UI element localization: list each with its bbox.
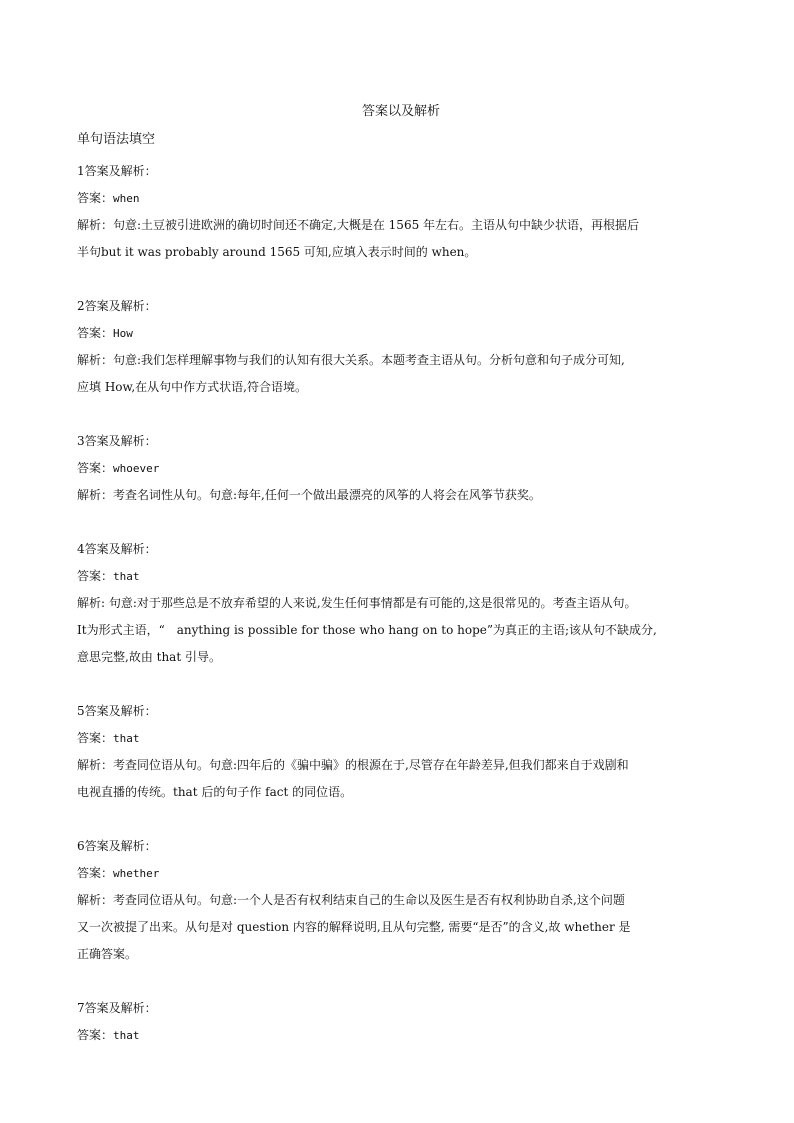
- answer-label: 答案：: [77, 1028, 114, 1042]
- answer-value: whether: [113, 867, 160, 880]
- item-heading: 6答案及解析：: [77, 839, 157, 853]
- analysis-line: It为形式主语，“ anything is possible for those who hang on to hope”为真正的主语;该从句不缺成分,: [77, 623, 657, 637]
- answer-value: How: [113, 327, 133, 340]
- item-heading: 2答案及解析：: [77, 299, 157, 313]
- analysis-line: 正确答案。: [77, 947, 138, 961]
- answer-line: [77, 1022, 729, 1049]
- answer-label: 答案：: [77, 326, 114, 340]
- analysis-line: 又一次被提了出来。从句是对 question 内容的解释说明,且从句完整, 需要“是否”的含义,故 whether 是: [77, 920, 631, 934]
- analysis-line: 解析：考查同位语从句。句意:一个人是否有权利结束自己的生命以及医生是否有权利协助自杀,这个问题: [77, 893, 625, 907]
- answer-value: that: [113, 1029, 140, 1042]
- answer-list: [77, 158, 729, 1076]
- answer-item: [77, 833, 729, 968]
- answer-item: [77, 158, 729, 266]
- analysis-line: 意思完整,故由 that 引导。: [77, 650, 221, 664]
- item-heading: 5答案及解析：: [77, 704, 157, 718]
- answer-value: when: [113, 192, 140, 205]
- section-heading: 单句语法填空: [77, 132, 156, 147]
- answer-item: [77, 428, 729, 509]
- answer-line: [77, 860, 729, 887]
- answer-item: [77, 698, 729, 806]
- page-title: 答案以及解析: [361, 104, 440, 119]
- item-heading: 3答案及解析：: [77, 434, 157, 448]
- analysis-line: 解析：考查同位语从句。句意:四年后的《骗中骗》的根源在于,尽管存在年龄差异,但我们都来自于戏剧和: [77, 758, 629, 772]
- analysis-line: 解析：句意:我们怎样理解事物与我们的认知有很大关系。本题考查主语从句。分析句意和句子成分可知,: [77, 353, 625, 367]
- analysis-line: 应填 How,在从句中作方式状语,符合语境。: [77, 380, 307, 394]
- answer-item: [77, 293, 729, 401]
- answer-label: 答案：: [77, 731, 114, 745]
- answer-value: that: [113, 570, 140, 583]
- analysis-line: 解析：考查名词性从句。句意:每年,任何一个做出最漂亮的风筝的人将会在风筝节获奖。: [77, 488, 541, 502]
- answer-value: that: [113, 732, 140, 745]
- answer-label: 答案：: [77, 461, 114, 475]
- answer-value: whoever: [113, 462, 160, 475]
- answer-label: 答案：: [77, 191, 114, 205]
- answer-line: [77, 455, 729, 482]
- answer-line: [77, 563, 729, 590]
- answer-item: [77, 995, 729, 1049]
- analysis-line: 半句but it was probably around 1565 可知,应填入表示时间的 when。: [77, 245, 477, 259]
- item-heading: 4答案及解析：: [77, 542, 157, 556]
- analysis-line: 解析：句意:土豆被引进欧洲的确切时间还不确定,大概是在 1565 年左右。主语从句中缺少状语，再根据后: [77, 218, 640, 232]
- answer-line: [77, 320, 729, 347]
- answer-item: [77, 536, 729, 671]
- answer-label: 答案：: [77, 866, 114, 880]
- item-heading: 7答案及解析：: [77, 1001, 157, 1015]
- analysis-line: 电视直播的传统。that 后的句子作 fact 的同位语。: [77, 785, 353, 799]
- answer-line: [77, 725, 729, 752]
- answer-label: 答案：: [77, 569, 114, 583]
- item-heading: 1答案及解析：: [77, 164, 157, 178]
- analysis-line: 解析: 句意:对于那些总是不放弃希望的人来说,发生任何事情都是有可能的,这是很常见的。考查主语从句。: [77, 596, 637, 610]
- answer-line: [77, 185, 729, 212]
